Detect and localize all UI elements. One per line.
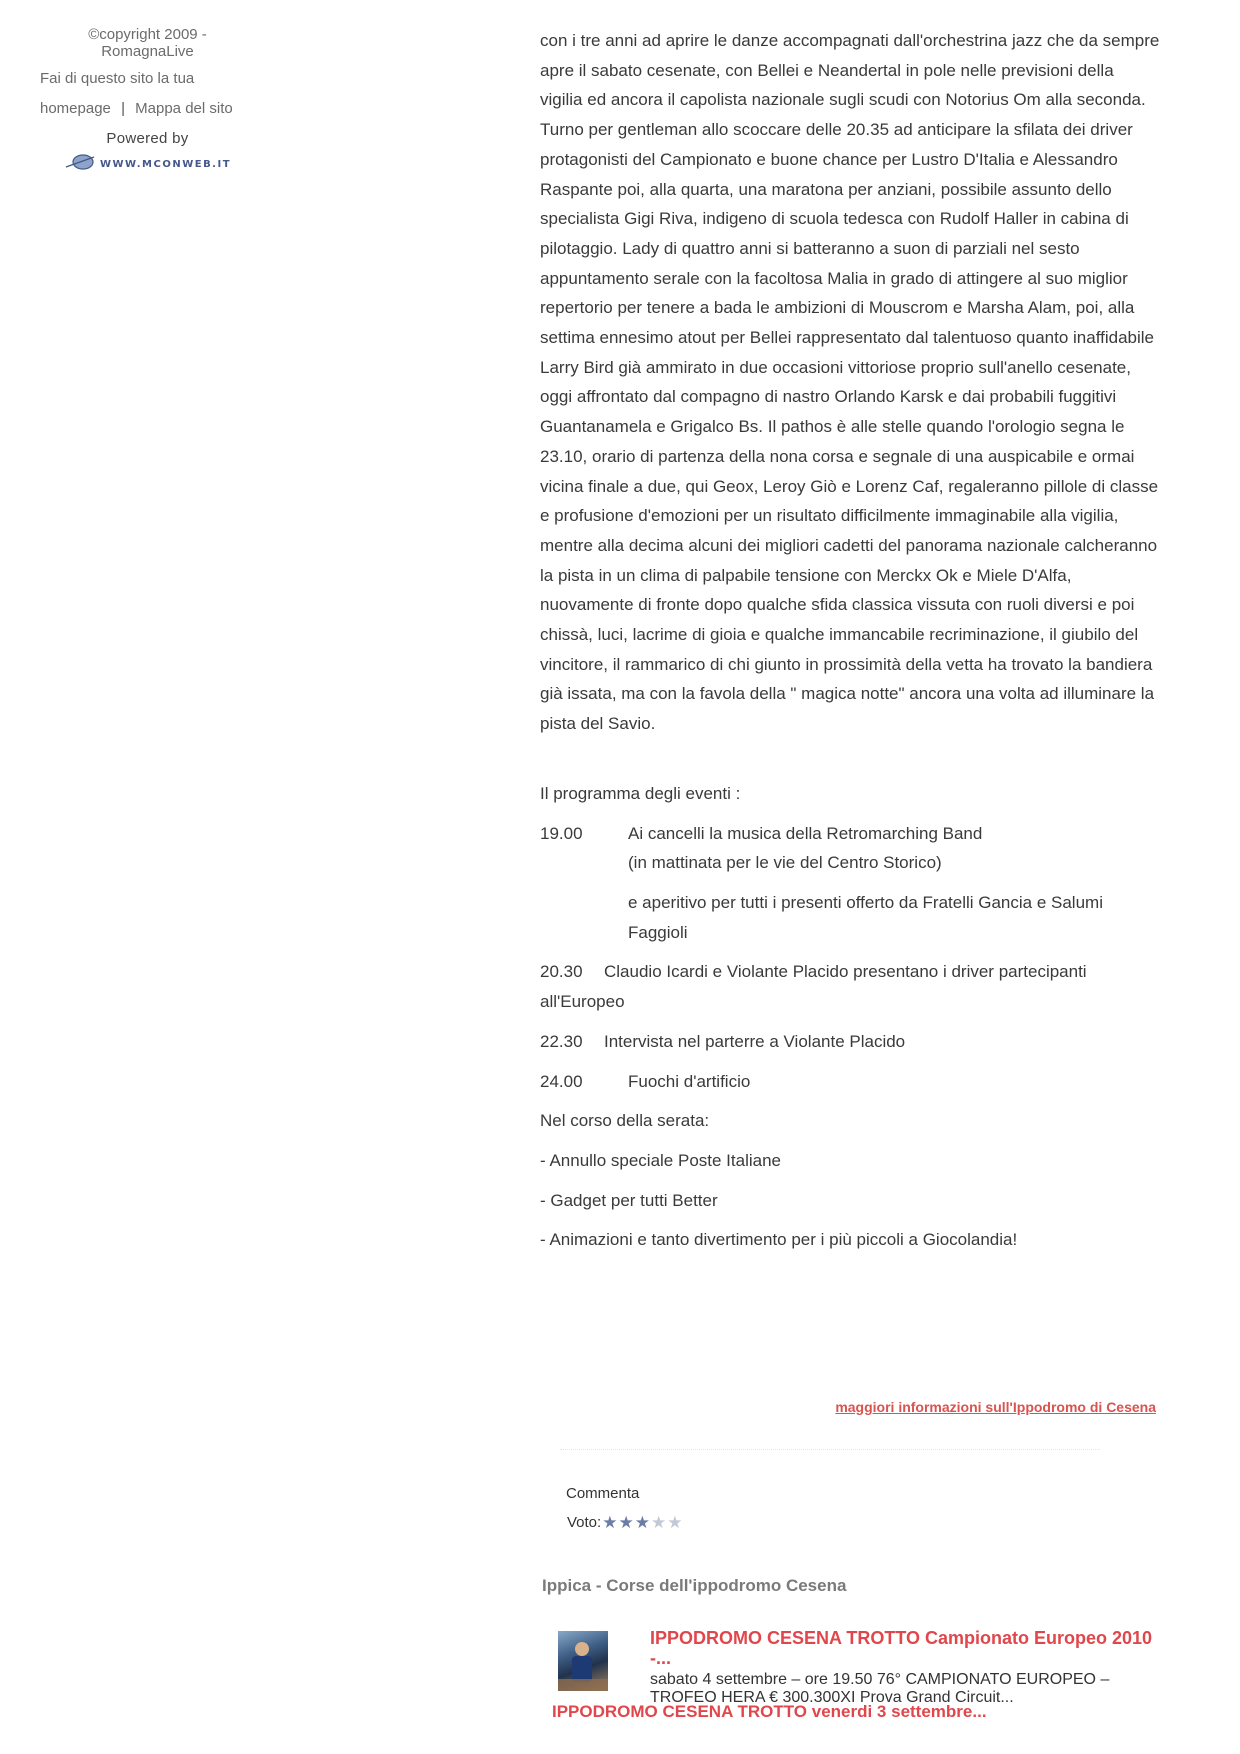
program-text: e aperitivo per tutti i presenti offerto da Fratelli Gancia e Salumi Faggioli (628, 892, 1103, 942)
news-thumbnail[interactable] (558, 1631, 608, 1691)
vote-label: Voto: (567, 1514, 602, 1531)
program-text: Intervista nel parterre a Violante Placido (604, 1031, 906, 1051)
program-text: (in mattinata per le vie del Centro Storico) (628, 853, 942, 873)
star-icon[interactable]: ★ (634, 1513, 650, 1532)
program-text: Ai cancelli la musica della Retromarching Band (628, 823, 983, 843)
program-item-2400 (540, 1067, 1160, 1097)
copyright-block (40, 26, 255, 64)
program-time: 20.30 (540, 962, 583, 982)
program-bullet: - Animazioni e tanto divertimento per i più piccoli a Giocolandia! (540, 1230, 1018, 1250)
program-title: Il programma degli eventi : (540, 783, 741, 803)
during-evening-title: Nel corso della serata: (540, 1111, 710, 1131)
star-icon[interactable]: ★ (618, 1513, 634, 1532)
program-bullet: - Annullo speciale Poste Italiane (540, 1150, 781, 1170)
program-time: 19.00 (540, 823, 583, 843)
more-info-link[interactable]: maggiori informazioni sull'Ippodromo di Cesena (835, 1399, 1156, 1415)
homepage-link[interactable]: Fai di questo sito la tua homepage (40, 70, 195, 117)
mconweb-logo[interactable] (40, 153, 255, 175)
program-item-2230 (540, 1027, 1160, 1057)
powered-by-label: Powered by (106, 130, 189, 147)
comment-link[interactable]: Commenta (566, 1485, 640, 1502)
program-time: 24.00 (540, 1071, 583, 1091)
article-content (540, 26, 1160, 1265)
news-title[interactable]: IPPODROMO CESENA TROTTO venerdi 3 settembre... (552, 1702, 987, 1721)
program-text: Claudio Icardi e Violante Placido presentano i driver partecipanti all'Europeo (540, 962, 1087, 1012)
sitemap-link[interactable]: Mappa del sito (135, 100, 233, 117)
program-time: 22.30 (540, 1031, 583, 1051)
program-item-1900 (540, 819, 1160, 948)
sidebar-links (40, 64, 255, 124)
sidebar (40, 26, 255, 175)
vote-rating (567, 1514, 683, 1531)
mconweb-globe-icon (64, 153, 98, 175)
brand-text: RomagnaLive (101, 43, 194, 60)
star-icon[interactable]: ★ (650, 1513, 667, 1532)
divider (560, 1449, 1100, 1450)
star-icon[interactable]: ★ (667, 1513, 683, 1532)
star-icon[interactable]: ★ (602, 1513, 618, 1532)
article-body (540, 26, 1160, 739)
program-bullet: - Gadget per tutti Better (540, 1190, 718, 1210)
program-text: Fuochi d'artificio (628, 1071, 751, 1091)
mconweb-logo-text: WWW.MCONWEB.IT (99, 158, 232, 170)
event-program (540, 779, 1160, 1255)
news-title[interactable]: IPPODROMO CESENA TROTTO Campionato Europeo 2010 -... (650, 1628, 1153, 1668)
link-separator: | (121, 100, 125, 117)
program-item-2030 (540, 957, 1160, 1016)
related-section-title: Ippica - Corse dell'ippodromo Cesena (542, 1576, 847, 1595)
news-excerpt: sabato 4 settembre – ore 19.50 76° CAMPIONATO EUROPEO – TROFEO HERA € 300.300XI Prova Grand Circuit... (650, 1671, 1110, 1706)
copyright-text: ©copyright 2009 - (88, 26, 207, 43)
article-text: con i tre anni ad aprire le danze accompagnati dall'orchestrina jazz che da sempre apre il sabato cesenate, con Bellei e Neandertal in pole nelle previsioni della vigilia ed ancora il capolista nazionale sugli scudi con Notorius Om alla seconda. Turno per gentleman allo scoccare delle 20.35 ad anticipare la sfilata dei driver protagonisti del Campionato e buone chance per Lustro D'Italia e Alessandro Raspante poi, alla quarta, una maratona per anziani, possibile assunto dello specialista Gigi Riva, indigeno di scuola tedesca con Rudolf Haller in cabina di pilotaggio. Lady di quattro anni si batteranno a suon di parziali nel sesto appuntamento serale con la facoltosa Malia in grado di attingere al suo miglior repertorio per tenere a bada le ambizioni di Mouscrom e Marsha Alam, poi, alla settima ennesimo atout per Bellei rappresentato dal talentuoso quanto inaffidabile Larry Bird già ammirato in due occasioni vittoriose proprio sull'anello cesenate, oggi affrontato dal compagno di nastro Orlando Karsk e dai probabili fuggitivi Guantanamela e Grigalco Bs. Il pathos è alle stelle quando l'orologio segna le 23.10, orario di partenza della nona corsa e segnale di una auspicabile e ormai vicina finale a due, qui Geox, Leroy Giò e Lorenz Caf, regaleranno pillole di classe e profusione d'emozioni per un risultato difficilmente immaginabile alla vigilia, mentre alla decima alcuni dei migliori cadetti del panorama nazionale calcheranno la pista in un clima di palpabile tensione con Merckx Ok e Miele D'Alfa, nuovamente di fronte dopo qualche sfida classica vissuta con ruoli diversi e poi chissà, luci, lacrime di gioia e qualche immancabile recriminazione, il giubilo del vincitore, il rammarico di chi giunto in prossimità della vetta ha trovato la bandiera già issata, ma con la favola della " magica notte" ancora una volta ad illuminare la pista del Savio. (540, 31, 1160, 734)
rating-stars[interactable] (602, 1514, 683, 1531)
